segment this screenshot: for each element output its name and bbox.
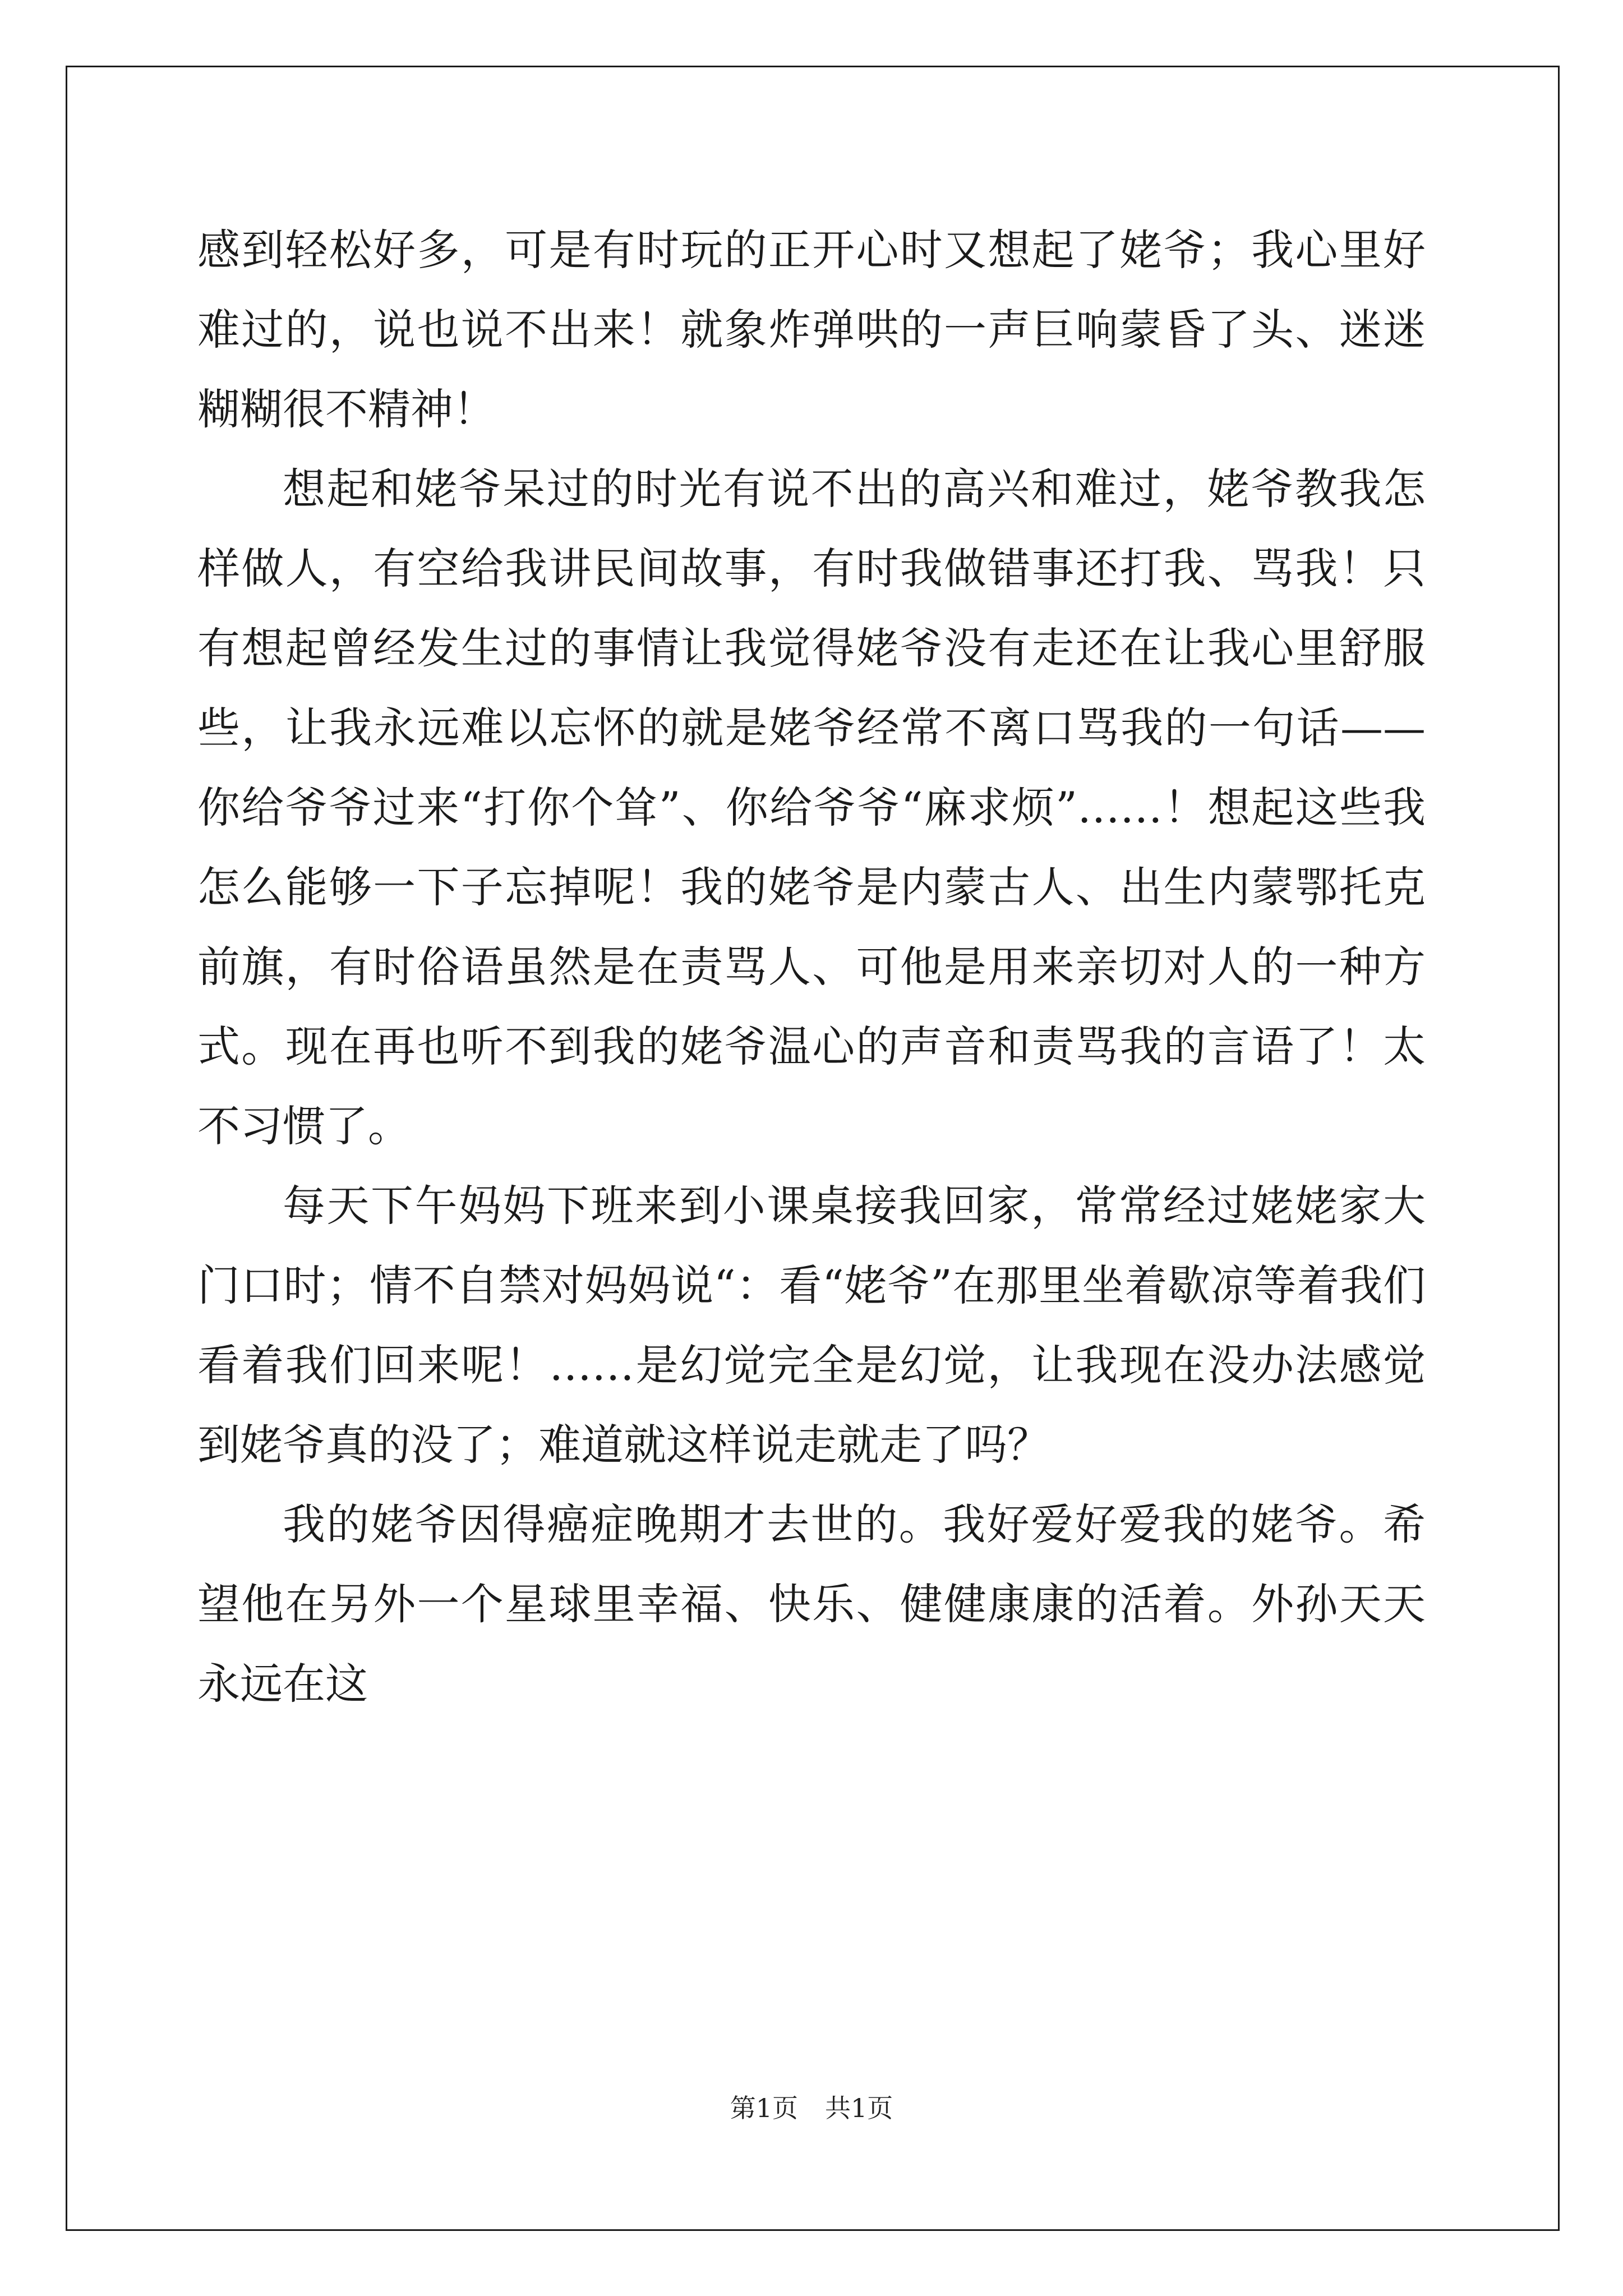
paragraph-3: 每天下午妈妈下班来到小课桌接我回家，常常经过姥姥家大门口时；情不自禁对妈妈说“：看“姥爷”在那里坐着歇凉等着我们看着我们回来呢！……是幻觉完全是幻觉，让我现在没办法感觉到姥爷真的没了；难道就这样说走就走了吗？ xyxy=(197,1181,1426,1470)
paragraph-2: 想起和姥爷呆过的时光有说不出的高兴和难过，姥爷教我怎样做人，有空给我讲民间故事，有时我做错事还打我、骂我！只有想起曾经发生过的事情让我觉得姥爷没有走还在让我心里舒服些，让我永远难以忘怀的就是姥爷经常不离口骂我的一句话——你给爷爷过来“打你个耸”、你给爷爷“麻求烦”……！想起这些我怎么能够一下子忘掉呢！我的姥爷是内蒙古人、出生内蒙鄂托克前旗，有时俗语虽然是在责骂人、可他是用来亲切对人的一种方式。现在再也听不到我的姥爷温心的声音和责骂我的言语了！太不习惯了。 xyxy=(197,464,1426,1151)
page-total: 共1页 xyxy=(825,2093,893,2123)
page-number: 第1页 xyxy=(730,2093,798,2123)
paragraph-4: 我的姥爷因得癌症晚期才去世的。我好爱好爱我的姥爷。希望他在另外一个星球里幸福、快乐、健健康康的活着。外孙天天永远在这 xyxy=(197,1499,1426,1709)
page-footer xyxy=(0,2091,1623,2125)
paragraph-1: 感到轻松好多，可是有时玩的正开心时又想起了姥爷；我心里好难过的，说也说不出来！就象炸弹哄的一声巨响蒙昏了头、迷迷糊糊很不精神！ xyxy=(197,225,1426,434)
document-body xyxy=(197,210,1426,1724)
